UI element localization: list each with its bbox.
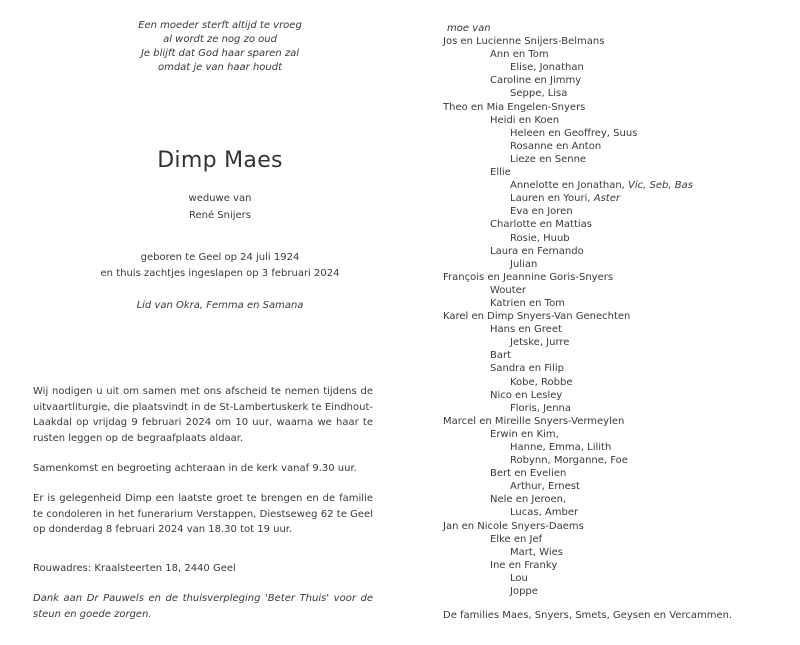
family-child <box>443 428 693 441</box>
birth-line: geboren te Geel op 24 juli 1924 <box>140 252 300 263</box>
family-line-text: Lucas, Amber <box>510 507 579 519</box>
family-line-text: Theo en Mia Engelen-Snyers <box>443 101 586 113</box>
family-line-text: Charlotte en Mattias <box>490 219 593 231</box>
family-line-text: Annelotte en Jonathan, <box>510 180 629 192</box>
family-line-text: Lauren en Youri, <box>510 193 594 205</box>
family-line-text: Laura en Fernando <box>490 245 584 257</box>
family-header: moe van <box>447 23 491 34</box>
family-line-italic: Vic, Seb, Bas <box>628 180 693 192</box>
invitation-paragraph: Wij nodigen u uit om samen met ons afscheid te nemen tijdens de uitvaartliturgie, die plaatsvindt in de St-Lambertuskerk te Eindhout-Laakdal op vrijdag 9 februari 2024 om 10 uur, waarna we haar te rusten leggen op de begraafplaats aldaar. <box>33 386 373 444</box>
family-child <box>443 166 693 179</box>
family-line-text: Katrien en Tom <box>490 297 565 309</box>
family-child <box>443 218 693 231</box>
family-child <box>443 362 693 375</box>
family-grandchild <box>443 153 693 166</box>
family-line-text: Rosanne en Anton <box>510 140 602 152</box>
death-line: en thuis zachtjes ingeslapen op 3 februari 2024 <box>100 268 340 279</box>
family-branch <box>443 520 693 533</box>
family-child <box>443 493 693 506</box>
family-child <box>443 559 693 572</box>
family-grandchild <box>443 441 693 454</box>
family-line-text: Elise, Jonathan <box>510 62 584 74</box>
family-child <box>443 74 693 87</box>
poem <box>110 19 330 75</box>
family-line-text: Heidi en Koen <box>490 114 560 126</box>
family-grandchild <box>443 376 693 389</box>
family-child <box>443 297 693 310</box>
family-line-text: Arthur, Ernest <box>510 481 580 493</box>
family-line-text: Ann en Tom <box>490 49 549 61</box>
poem-line: Je blijft dat God haar sparen zal <box>140 48 300 59</box>
membership: Lid van Okra, Femma en Samana <box>136 300 304 311</box>
relation-text: weduwe van <box>188 193 252 204</box>
family-child <box>443 349 693 362</box>
family-child <box>443 284 693 297</box>
family-list <box>443 22 693 598</box>
family-line-text: Hanne, Emma, Lilith <box>510 442 612 453</box>
family-line-text: Karel en Dimp Snyers-Van Genechten <box>443 311 631 323</box>
family-branch <box>443 35 693 48</box>
family-line-text: Marcel en Mireille Snyers-Vermeylen <box>443 415 625 427</box>
family-line-text: Joppe <box>510 586 538 598</box>
family-line-text: Lou <box>510 572 528 584</box>
family-line-italic: Aster <box>593 193 620 205</box>
family-line-text: Mart, Wies <box>510 546 563 558</box>
family-grandchild <box>443 232 693 245</box>
family-line-text: François en Jeannine Goris-Snyers <box>443 271 614 283</box>
family-line-text: Lieze en Senne <box>510 153 587 165</box>
thanks-paragraph: Dank aan Dr Pauwels en de thuisverpleging 'Beter Thuis' voor de steun en goede zorgen. <box>33 593 373 620</box>
family-branch <box>443 415 693 428</box>
condolence-paragraph: Er is gelegenheid Dimp een laatste groet te brengen en de familie te condoleren in het funerarium Verstappen, Diestseweg 62 te Geel op donderdag 8 februari 2024 van 18.30 tot 19 uur. <box>33 493 373 535</box>
deceased-name: Dimp Maes <box>157 148 283 173</box>
family-grandchild <box>443 454 693 467</box>
family-line-text: Seppe, Lisa <box>510 88 568 100</box>
family-line-text: Bart <box>490 350 512 362</box>
poem-line: omdat je van haar houdt <box>157 62 283 73</box>
family-grandchild <box>443 140 693 153</box>
family-child <box>443 323 693 336</box>
family-branch <box>443 310 693 323</box>
spouse-name: René Snijers <box>188 210 252 221</box>
family-line-text: Robynn, Morganne, Foe <box>510 455 628 467</box>
family-child <box>443 114 693 127</box>
family-line-text: Jetske, Jurre <box>510 337 570 349</box>
family-child <box>443 245 693 258</box>
poem-line: Een moeder sterft altijd te vroeg <box>138 20 302 31</box>
family-line-text: Bert en Evelien <box>490 468 567 480</box>
family-grandchild <box>443 336 693 349</box>
family-line-text: Erwin en Kim, <box>490 428 559 440</box>
family-grandchild <box>443 402 693 415</box>
family-line-text: Sandra en Filip <box>490 363 564 375</box>
family-line-text: Ine en Franky <box>490 559 558 571</box>
family-grandchild <box>443 87 693 100</box>
family-grandchild <box>443 585 693 598</box>
closing-line: De families Maes, Snyers, Smets, Geysen en Vercammen. <box>443 610 733 621</box>
family-grandchild <box>443 179 693 192</box>
family-line-text: Heleen en Geoffrey, Suus <box>510 127 638 139</box>
dates <box>60 250 380 282</box>
family-child <box>443 389 693 402</box>
family-child <box>443 48 693 61</box>
family-line-text: Wouter <box>490 284 526 296</box>
family-line-text: Julian <box>510 258 538 270</box>
family-grandchild <box>443 572 693 585</box>
family-line-text: Eva en Joren <box>510 206 573 218</box>
family-line-text: Nele en Jeroen, <box>490 494 567 506</box>
gathering-paragraph: Samenkomst en begroeting achteraan in de kerk vanaf 9.30 uur. <box>33 463 357 474</box>
family-grandchild <box>443 205 693 218</box>
family-grandchild <box>443 127 693 140</box>
family-grandchild <box>443 192 693 205</box>
poem-line: al wordt ze nog zo oud <box>163 34 277 45</box>
family-line-text: Hans en Greet <box>490 324 562 336</box>
family-line-text: Caroline en Jimmy <box>490 75 582 87</box>
family-grandchild <box>443 258 693 271</box>
family-line-text: Jos en Lucienne Snijers-Belmans <box>443 36 605 48</box>
family-grandchild <box>443 506 693 519</box>
family-grandchild <box>443 480 693 493</box>
family-line-text: Jan en Nicole Snyers-Daems <box>443 520 584 532</box>
family-line-text: Floris, Jenna <box>510 402 572 414</box>
family-branch <box>443 101 693 114</box>
family-grandchild <box>443 61 693 74</box>
family-lines <box>443 35 693 598</box>
family-line-text: Elke en Jef <box>490 533 543 545</box>
family-line-text: Ellie <box>490 167 511 179</box>
family-child <box>443 533 693 546</box>
address-paragraph: Rouwadres: Kraalsteerten 18, 2440 Geel <box>33 563 236 574</box>
family-line-text: Rosie, Huub <box>510 232 570 244</box>
family-line-text: Kobe, Robbe <box>510 376 573 388</box>
family-child <box>443 467 693 480</box>
family-branch <box>443 271 693 284</box>
family-grandchild <box>443 546 693 559</box>
family-line-text: Nico en Lesley <box>490 389 563 401</box>
